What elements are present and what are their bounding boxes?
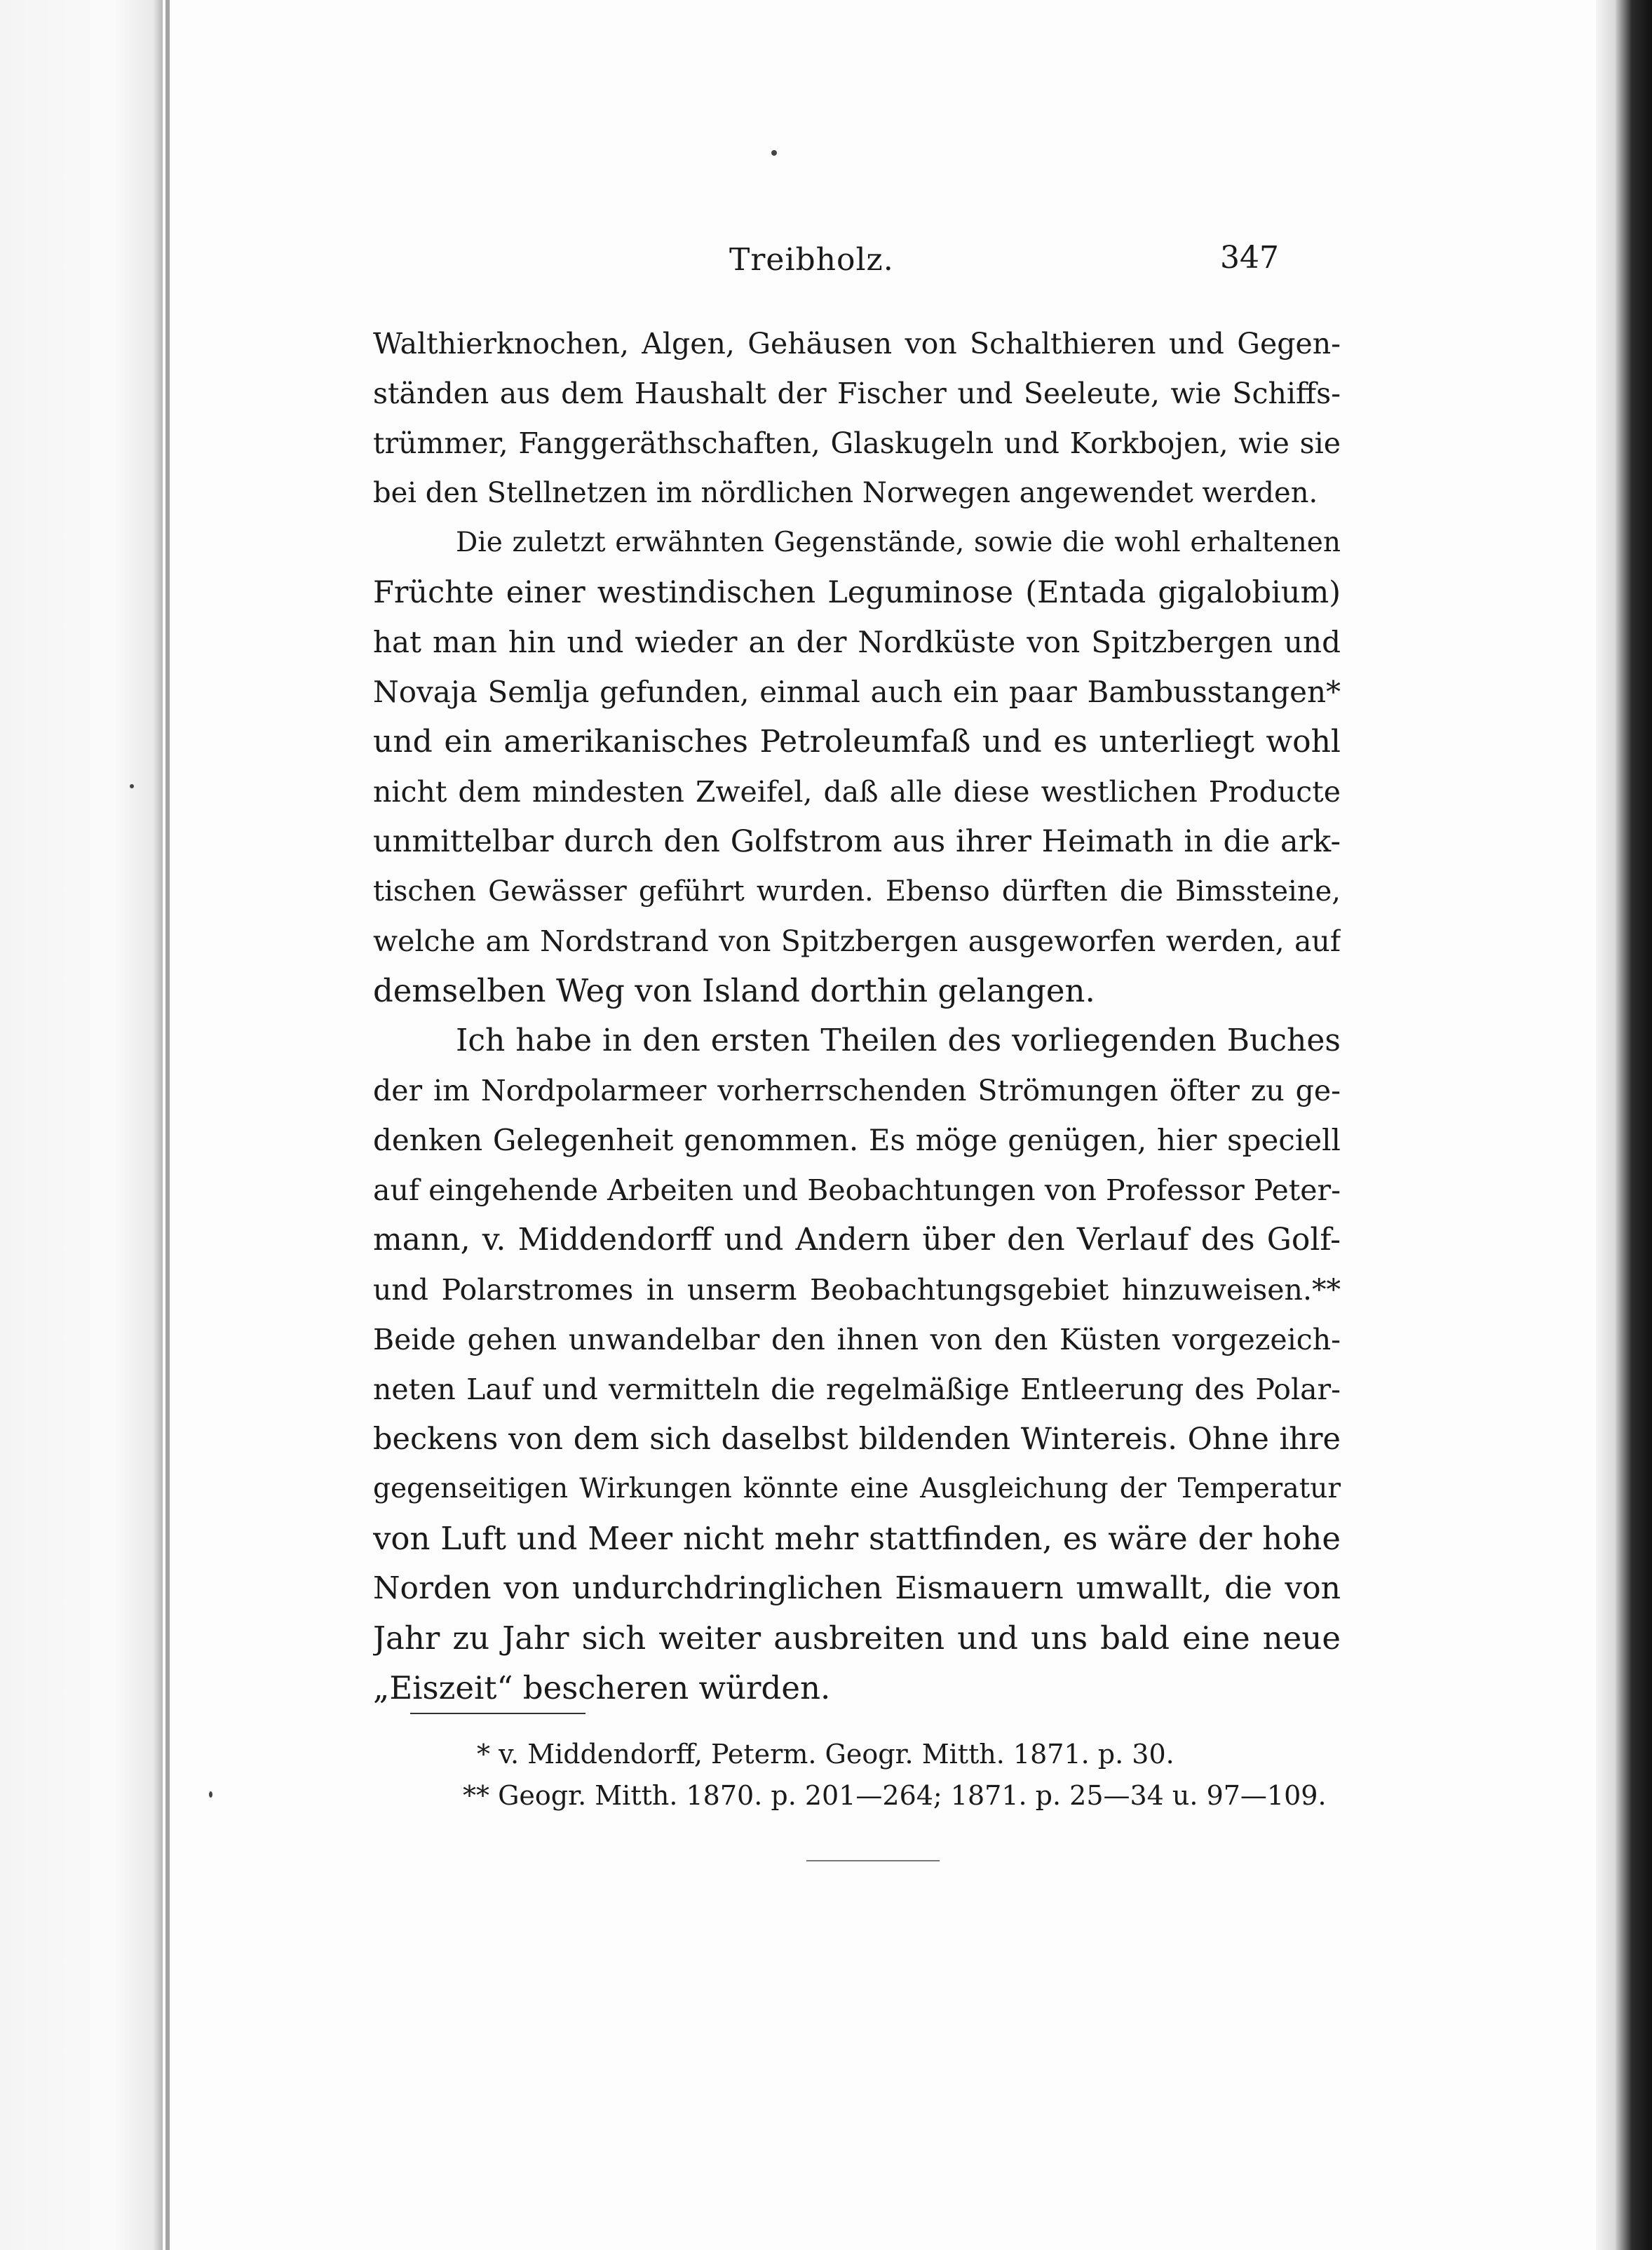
body-line: nicht dem mindesten Zweifel, daß alle diese westlichen Producte <box>373 775 1341 809</box>
body-line: bei den Stellnetzen im nördlichen Norwegen angewendet werden. <box>373 477 1318 509</box>
body-line: gegenseitigen Wirkungen könnte eine Ausgleichung der Temperatur <box>373 1473 1341 1504</box>
body-line: denken Gelegenheit genommen. Es möge genügen, hier speciell <box>373 1123 1341 1157</box>
body-line: Norden von undurchdringlichen Eismauern umwallt, die von <box>373 1570 1341 1606</box>
body-line: Beide gehen unwandelbar den ihnen von den Küsten vorgezeich- <box>373 1323 1341 1356</box>
body-line: von Luft und Meer nicht mehr stattfinden, es wäre der hohe <box>373 1520 1341 1557</box>
facing-page-edge <box>0 0 163 2250</box>
body-line: unmittelbar durch den Golfstrom aus ihrer Heimath in die ark- <box>373 824 1341 859</box>
body-line: trümmer, Fanggeräthschaften, Glaskugeln und Korkbojen, wie sie <box>373 426 1341 460</box>
page-number: 347 <box>1220 240 1279 276</box>
end-rule <box>806 1860 940 1861</box>
footnote: * v. Middendorff, Peterm. Geogr. Mitth. 1871. p. 30. <box>477 1739 1174 1770</box>
body-line: Ich habe in den ersten Theilen des vorliegenden Buches <box>456 1023 1341 1058</box>
dust-speck <box>771 150 777 156</box>
body-line: ständen aus dem Haushalt der Fischer und Seeleute, wie Schiffs- <box>373 377 1341 410</box>
book-binding-edge <box>1616 0 1652 2250</box>
body-line: und ein amerikanisches Petroleumfaß und es unterliegt wohl <box>373 724 1341 760</box>
page-edge-shading <box>1596 0 1616 2250</box>
body-line: neten Lauf und vermitteln die regelmäßige Entleerung des Polar- <box>373 1373 1341 1406</box>
body-line: und Polarstromes in unserm Beobachtungsgebiet hinzuweisen.** <box>373 1273 1341 1307</box>
body-line: „Eiszeit“ bescheren würden. <box>373 1669 831 1706</box>
body-line: Novaja Semlja gefunden, einmal auch ein paar Bambusstangen* <box>373 675 1341 709</box>
body-line: welche am Nordstrand von Spitzbergen ausgeworfen werden, auf <box>373 924 1341 958</box>
body-line: mann, v. Middendorff und Andern über den Verlauf des Golf- <box>373 1222 1341 1258</box>
body-line: beckens von dem sich daselbst bildenden Wintereis. Ohne ihre <box>373 1422 1341 1457</box>
body-line: Früchte einer westindischen Leguminose (Entada gigalobium) <box>373 575 1341 610</box>
body-line: Jahr zu Jahr sich weiter ausbreiten und uns bald eine neue <box>373 1619 1341 1657</box>
dust-speck <box>130 784 134 788</box>
body-line: Die zuletzt erwähnten Gegenstände, sowie die wohl erhaltenen <box>456 527 1341 558</box>
dust-speck <box>209 1791 212 1798</box>
footnote-separator <box>410 1713 585 1714</box>
body-line: Walthierknochen, Algen, Gehäusen von Schalthieren und Gegen- <box>373 327 1341 361</box>
body-line: demselben Weg von Island dorthin gelangen. <box>373 972 1095 1009</box>
body-line: tischen Gewässer geführt wurden. Ebenso dürften die Bimssteine, <box>373 875 1341 908</box>
page-gutter-shadow <box>165 0 170 2250</box>
body-line: der im Nordpolarmeer vorherrschenden Strömungen öfter zu ge- <box>373 1074 1341 1107</box>
running-head: Treibholz. <box>729 242 894 278</box>
body-line: hat man hin und wieder an der Nordküste von Spitzbergen und <box>373 625 1341 659</box>
body-line: auf eingehende Arbeiten und Beobachtungen von Professor Peter- <box>373 1173 1341 1207</box>
footnote: ** Geogr. Mitth. 1870. p. 201—264; 1871. p. 25—34 u. 97—109. <box>463 1780 1327 1811</box>
